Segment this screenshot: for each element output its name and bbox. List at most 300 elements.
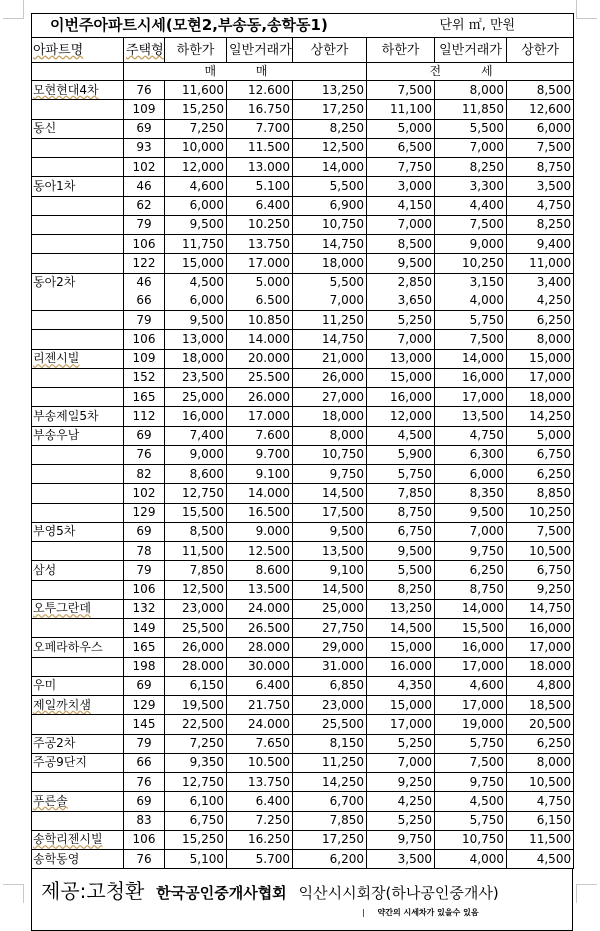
apartment-name: 푸른솔 [33,793,68,808]
cell-s-high: 9,500 [293,522,367,541]
cell-l-low: 9,250 [367,773,435,792]
cell-type: 106 [124,830,165,849]
cell-l-avg: 5,750 [435,311,507,330]
cell-l-avg: 6,000 [435,465,507,484]
cell-l-high: 18,000 [507,388,574,407]
cell-apartment-name [32,235,124,254]
cell-l-avg: 4,000 [435,850,507,869]
col-header-label: 주택형 [126,42,164,58]
cell-apartment-name [32,830,124,849]
cell-s-avg: 16.750 [227,100,293,119]
table-row [32,119,574,138]
cell-type: 129 [124,503,165,522]
cell-apartment-name [32,580,124,599]
cell-l-avg: 8,250 [435,158,507,177]
cell-l-low: 3,000 [367,177,435,196]
cell-s-high: 26,000 [293,368,367,387]
cell-s-low: 12,750 [165,773,227,792]
cell-s-avg: 13.500 [227,580,293,599]
cell-s-low: 6,100 [165,792,227,811]
cell-s-low: 9,500 [165,215,227,234]
page-corner-mark [3,0,24,19]
table-row [32,792,574,811]
cell-l-low: 16.000 [367,657,435,676]
cell-type: 112 [124,407,165,426]
cell-l-low: 6,750 [367,522,435,541]
cell-l-low: 15,000 [367,696,435,715]
cell-l-low: 4,350 [367,676,435,695]
cell-l-high: 3,500 [507,177,574,196]
cell-l-avg: 9,500 [435,503,507,522]
cell-type: 46 [124,177,165,196]
cell-s-low: 12,000 [165,158,227,177]
cell-type: 66 [124,753,165,772]
cell-s-low: 8,600 [165,465,227,484]
cell-s-avg: 28.000 [227,638,293,657]
cell-s-avg: 10.250 [227,215,293,234]
cell-s-avg: 14.000 [227,484,293,503]
footer-note [362,907,479,918]
cell-apartment-name [32,292,124,311]
cell-s-avg: 6.400 [227,196,293,215]
cell-s-avg: 13.750 [227,773,293,792]
group-empty-cell [32,63,124,81]
cell-apartment-name [32,426,124,445]
cell-l-low: 4,250 [367,792,435,811]
cell-l-avg: 8,000 [435,81,507,100]
page-corner-mark [576,884,597,903]
cell-s-high: 6,200 [293,850,367,869]
cell-type: 93 [124,138,165,157]
table-row [32,580,574,599]
cell-l-low: 4,500 [367,426,435,445]
cell-s-avg: 17.000 [227,407,293,426]
cell-s-low: 28.000 [165,657,227,676]
cell-l-low: 5,250 [367,734,435,753]
cell-l-high: 6,750 [507,561,574,580]
cell-type: 132 [124,599,165,618]
cell-type: 76 [124,81,165,100]
cell-apartment-name [32,388,124,407]
table-row [32,349,574,368]
cell-apartment-name [32,196,124,215]
cell-l-avg: 17,000 [435,696,507,715]
group-sale: 매 매 [124,63,367,81]
cell-s-avg: 9.100 [227,465,293,484]
cell-apartment-name [32,773,124,792]
cell-apartment-name [32,349,124,368]
table-row [32,311,574,330]
cell-s-avg: 8.600 [227,561,293,580]
cell-apartment-name [32,177,124,196]
cell-l-low: 2,850 [367,273,435,292]
cell-l-low: 13,000 [367,349,435,368]
footer-credit [41,875,499,904]
cell-s-high: 8,250 [293,119,367,138]
cell-apartment-name [32,158,124,177]
table-row [32,465,574,484]
cell-type: 129 [124,696,165,715]
cell-type: 69 [124,119,165,138]
table-row [32,599,574,618]
cell-l-high: 20,500 [507,715,574,734]
cell-apartment-name [32,850,124,869]
col-header-lease-avg: 일반거래가 [435,38,507,63]
cell-s-low: 7,250 [165,119,227,138]
table-row [32,445,574,464]
group-lease: 전 세 [367,63,574,81]
cell-l-low: 12,000 [367,407,435,426]
cell-apartment-name [32,138,124,157]
cell-l-high: 10,500 [507,773,574,792]
cell-l-avg: 14,000 [435,349,507,368]
apartment-name: 동아2차 [33,275,76,290]
cell-s-avg: 12.600 [227,81,293,100]
cell-s-avg: 14.000 [227,330,293,349]
cell-s-avg: 9.000 [227,522,293,541]
cell-s-low: 6,750 [165,811,227,830]
cell-l-high: 12,600 [507,100,574,119]
table-row [32,426,574,445]
cell-s-high: 6,700 [293,792,367,811]
cell-l-avg: 8,350 [435,484,507,503]
cell-l-high: 6,250 [507,311,574,330]
cell-s-low: 11,600 [165,81,227,100]
cell-l-low: 8,500 [367,235,435,254]
cell-l-low: 4,150 [367,196,435,215]
cell-s-high: 14,000 [293,158,367,177]
cell-apartment-name [32,445,124,464]
cell-s-high: 13,250 [293,81,367,100]
table-row [32,811,574,830]
cell-apartment-name [32,81,124,100]
apartment-name: 오페라하우스 [33,639,103,654]
cell-s-low: 23,500 [165,368,227,387]
cell-type: 79 [124,734,165,753]
cell-l-avg: 3,150 [435,273,507,292]
cell-l-avg: 17,000 [435,388,507,407]
cell-s-low: 6,000 [165,292,227,311]
apartment-name: 동신 [33,121,57,136]
cell-s-low: 5,100 [165,850,227,869]
cell-type: 69 [124,522,165,541]
cell-l-avg: 9,000 [435,235,507,254]
cell-s-high: 8,000 [293,426,367,445]
cell-s-high: 14,500 [293,484,367,503]
price-sheet [31,13,573,931]
cell-l-high: 6,000 [507,119,574,138]
cell-l-high: 8,500 [507,81,574,100]
cell-l-high: 8,000 [507,753,574,772]
cell-l-low: 7,000 [367,753,435,772]
cell-type: 106 [124,235,165,254]
cell-apartment-name [32,792,124,811]
cell-s-avg: 5.000 [227,273,293,292]
cell-s-avg: 12.500 [227,542,293,561]
cell-apartment-name [32,254,124,273]
cell-s-high: 5,500 [293,273,367,292]
cell-l-avg: 16,000 [435,368,507,387]
cell-type: 109 [124,100,165,119]
cell-s-high: 18,000 [293,254,367,273]
cell-type: 82 [124,465,165,484]
cell-type: 69 [124,426,165,445]
cell-l-avg: 9,750 [435,542,507,561]
cell-l-high: 11,500 [507,830,574,849]
cell-type: 62 [124,196,165,215]
footer-box [31,869,573,931]
cell-l-high: 6,250 [507,734,574,753]
cell-s-avg: 30.000 [227,657,293,676]
cell-type: 106 [124,580,165,599]
apartment-name: 모현현대4차 [33,82,99,97]
footer-provider: 제공:고청환 [41,879,145,904]
cell-type: 165 [124,388,165,407]
cell-s-avg: 25.500 [227,368,293,387]
cell-s-high: 25,500 [293,715,367,734]
cell-l-avg: 4,400 [435,196,507,215]
cell-l-high: 8,850 [507,484,574,503]
table-row [32,484,574,503]
cell-apartment-name [32,696,124,715]
cell-s-high: 21,000 [293,349,367,368]
cell-apartment-name [32,561,124,580]
cell-type: 69 [124,792,165,811]
table-row [32,158,574,177]
cell-l-avg: 11,850 [435,100,507,119]
cell-apartment-name [32,100,124,119]
cell-type: 78 [124,542,165,561]
cell-s-high: 27,750 [293,619,367,638]
cell-type: 79 [124,311,165,330]
cell-s-low: 10,000 [165,138,227,157]
table-row [32,830,574,849]
cell-l-high: 6,150 [507,811,574,830]
cell-s-avg: 6.500 [227,292,293,311]
cell-s-low: 26,000 [165,638,227,657]
cell-apartment-name [32,407,124,426]
cell-s-low: 7,400 [165,426,227,445]
apartment-name: 삼성 [33,562,57,577]
cell-apartment-name [32,542,124,561]
cell-s-avg: 16.500 [227,503,293,522]
cell-l-low: 9,500 [367,254,435,273]
cell-s-low: 12,500 [165,580,227,599]
apartment-name: 주공9단지 [33,755,88,770]
cell-l-high: 18.000 [507,657,574,676]
cell-apartment-name [32,811,124,830]
cell-s-high: 17,250 [293,100,367,119]
apartment-name: 동아1차 [33,178,76,193]
cell-type: 66 [124,292,165,311]
cell-l-high: 17,000 [507,368,574,387]
cell-s-low: 11,750 [165,235,227,254]
cell-l-low: 14,500 [367,619,435,638]
cell-type: 102 [124,158,165,177]
cell-l-avg: 7,000 [435,138,507,157]
cell-l-high: 8,000 [507,330,574,349]
cell-s-low: 7,250 [165,734,227,753]
table-row [32,407,574,426]
cell-l-high: 14,250 [507,407,574,426]
cell-l-low: 7,850 [367,484,435,503]
cell-apartment-name [32,484,124,503]
cell-l-avg: 5,750 [435,811,507,830]
cell-l-avg: 7,000 [435,522,507,541]
table-row [32,388,574,407]
cell-type: 46 [124,273,165,292]
cell-s-low: 22,500 [165,715,227,734]
cell-type: 149 [124,619,165,638]
cell-s-low: 9,350 [165,753,227,772]
cell-apartment-name [32,503,124,522]
cell-l-low: 8,250 [367,580,435,599]
cell-s-high: 8,150 [293,734,367,753]
cell-l-low: 5,750 [367,465,435,484]
cell-l-high: 15,000 [507,349,574,368]
cell-l-avg: 7,500 [435,215,507,234]
cell-s-avg: 7.650 [227,734,293,753]
cell-l-avg: 19,000 [435,715,507,734]
cell-l-high: 4,750 [507,792,574,811]
cell-type: 109 [124,349,165,368]
apartment-name: 리젠시빌 [33,351,80,366]
cell-s-avg: 6.400 [227,792,293,811]
cell-s-low: 18,000 [165,349,227,368]
cell-l-low: 16,000 [367,388,435,407]
cell-s-avg: 24.000 [227,715,293,734]
table-row [32,368,574,387]
cell-l-high: 18,500 [507,696,574,715]
cell-l-high: 7,500 [507,138,574,157]
cell-s-low: 15,000 [165,254,227,273]
cell-type: 69 [124,676,165,695]
page-corner-mark [3,884,24,903]
table-row [32,273,574,292]
cell-l-avg: 4,600 [435,676,507,695]
table-row [32,734,574,753]
cell-s-high: 18,000 [293,407,367,426]
cell-s-low: 12,750 [165,484,227,503]
cell-l-low: 17,000 [367,715,435,734]
cell-s-low: 25,500 [165,619,227,638]
cell-s-avg: 21.750 [227,696,293,715]
footer-association: 한국공인중개사협회 [156,884,287,903]
cell-s-avg: 6.400 [227,676,293,695]
table-row [32,177,574,196]
table-row [32,696,574,715]
apartment-name: 제일까치샘 [33,697,91,712]
cell-l-high: 4,500 [507,850,574,869]
cell-s-avg: 11.500 [227,138,293,157]
col-header-lease-low: 하한가 [367,38,435,63]
cell-type: 102 [124,484,165,503]
cell-s-low: 6,150 [165,676,227,695]
table-row [32,850,574,869]
cell-apartment-name [32,215,124,234]
cell-type: 76 [124,445,165,464]
cell-l-low: 9,750 [367,830,435,849]
cell-type: 83 [124,811,165,830]
cell-s-high: 27,000 [293,388,367,407]
page-corner-mark [576,0,597,19]
cell-l-low: 5,250 [367,311,435,330]
table-row [32,522,574,541]
cell-l-low: 7,750 [367,158,435,177]
cell-s-high: 14,750 [293,235,367,254]
cell-l-low: 5,000 [367,119,435,138]
unit-label: 단위 ㎡, 만원 [439,18,516,33]
cell-s-avg: 26.500 [227,619,293,638]
cell-l-avg: 4,000 [435,292,507,311]
cell-s-avg: 13.000 [227,158,293,177]
cell-s-avg: 10.500 [227,753,293,772]
cell-apartment-name [32,599,124,618]
cell-s-high: 14,750 [293,330,367,349]
cell-apartment-name [32,657,124,676]
apartment-name: 부송제일5차 [33,408,99,423]
table-row [32,561,574,580]
cell-s-avg: 5.100 [227,177,293,196]
cell-s-high: 11,250 [293,311,367,330]
table-row [32,100,574,119]
cell-s-low: 6,000 [165,196,227,215]
cell-apartment-name [32,522,124,541]
header-row [32,38,574,63]
table-row [32,292,574,311]
cell-l-avg: 7,500 [435,330,507,349]
title-row [32,14,574,38]
col-header-sale-avg: 일반거래가 [227,38,293,63]
cell-apartment-name [32,676,124,695]
col-header-label: 아파트명 [33,42,84,58]
cell-s-low: 4,600 [165,177,227,196]
cell-l-avg: 17,000 [435,657,507,676]
cell-s-high: 10,750 [293,215,367,234]
cell-s-high: 9,100 [293,561,367,580]
cell-l-high: 4,250 [507,292,574,311]
cell-l-low: 5,250 [367,811,435,830]
apartment-name: 송학동영 [33,851,80,866]
apartment-name: 부송우남 [33,428,80,443]
cell-s-avg: 13.750 [227,235,293,254]
cell-l-high: 16,000 [507,619,574,638]
cell-l-high: 4,750 [507,196,574,215]
cell-l-high: 9,400 [507,235,574,254]
cell-apartment-name [32,619,124,638]
cell-s-high: 14,250 [293,773,367,792]
cell-s-avg: 26.000 [227,388,293,407]
cell-l-high: 4,800 [507,676,574,695]
cell-s-high: 25,000 [293,599,367,618]
cell-s-low: 9,000 [165,445,227,464]
cell-l-low: 13,250 [367,599,435,618]
cell-s-high: 31.000 [293,657,367,676]
cell-l-avg: 10,250 [435,254,507,273]
cell-l-low: 5,900 [367,445,435,464]
cell-s-avg: 5.700 [227,850,293,869]
cell-apartment-name [32,119,124,138]
cell-l-low: 5,500 [367,561,435,580]
cell-l-avg: 4,500 [435,792,507,811]
cell-l-avg: 15,500 [435,619,507,638]
table-row [32,138,574,157]
cell-l-low: 3,500 [367,850,435,869]
cell-l-low: 7,000 [367,215,435,234]
table-row [32,81,574,100]
cell-l-low: 9,500 [367,542,435,561]
cell-l-high: 5,000 [507,426,574,445]
